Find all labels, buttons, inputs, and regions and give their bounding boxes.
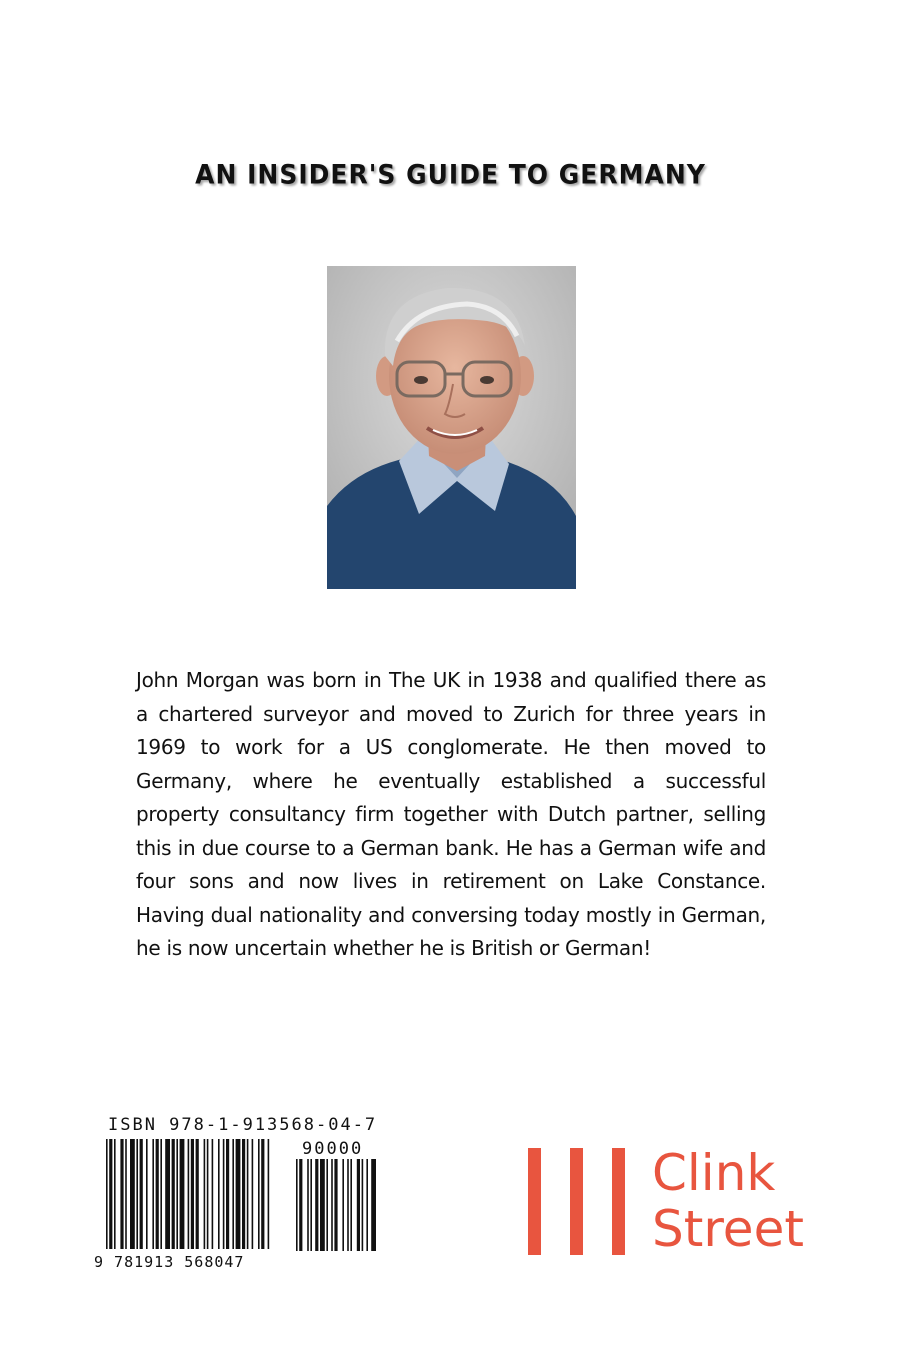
addon-bar <box>371 1159 376 1251</box>
barcode-bar <box>120 1139 123 1249</box>
barcode-bar <box>176 1139 178 1249</box>
barcode-bar <box>160 1139 162 1249</box>
barcode-bar <box>252 1139 254 1249</box>
barcode-bar <box>188 1139 190 1249</box>
barcode-bar <box>242 1139 245 1249</box>
addon-bar <box>334 1159 337 1251</box>
barcode-bar <box>140 1139 143 1249</box>
barcode-bar <box>156 1139 159 1249</box>
addon-bar <box>296 1159 298 1251</box>
addon-bar <box>362 1159 364 1251</box>
barcode-bar <box>236 1139 241 1249</box>
barcode-bar <box>180 1139 185 1249</box>
addon-bar <box>315 1159 318 1251</box>
barcode-bar <box>258 1139 260 1249</box>
author-photo <box>327 266 576 589</box>
logo-bar-2 <box>570 1148 583 1255</box>
author-portrait <box>327 266 576 589</box>
publisher-name-line2: Street <box>652 1200 804 1258</box>
barcode-bar <box>106 1139 108 1249</box>
barcode-bar <box>218 1139 220 1249</box>
barcode-bar <box>226 1139 229 1249</box>
author-bio: John Morgan was born in The UK in 1938 and qualified there as a chartered surveyor and moved to Zurich for three years in 1969 to work for a US conglomerate. He then moved to Germany, where he eventually established a successful property consultancy firm together with Dutch partner, selling this in due course to a German bank. He has a German wife and four sons and now lives in retirement on Lake Constance. Having dual nationality and conversing today mostly in German, he is now uncertain whether he is British or German! <box>136 668 766 960</box>
barcode-bar <box>165 1139 170 1249</box>
barcode-bar <box>212 1139 214 1249</box>
barcode-bar <box>146 1139 148 1249</box>
barcode-bar <box>191 1139 194 1249</box>
logo-bar-3 <box>612 1148 625 1255</box>
addon-bar <box>342 1159 344 1251</box>
addon-bar <box>350 1159 352 1251</box>
addon-bar <box>320 1159 325 1251</box>
barcode-bar <box>136 1139 138 1249</box>
barcode-bar <box>114 1139 116 1249</box>
logo-bar-1 <box>528 1148 541 1255</box>
barcode-bar <box>247 1139 249 1249</box>
book-title: AN INSIDER'S GUIDE TO GERMANY <box>195 159 706 190</box>
ean-digits: 9 781913 568047 <box>94 1253 245 1271</box>
addon-bar <box>366 1159 368 1251</box>
barcode-bar <box>223 1139 225 1249</box>
addon-bar <box>310 1159 312 1251</box>
barcode-bar <box>130 1139 135 1249</box>
barcode-bar <box>172 1139 175 1249</box>
barcode-bar <box>232 1139 234 1249</box>
addon-bar <box>326 1159 328 1251</box>
addon-bar <box>331 1159 333 1251</box>
addon-bar <box>347 1159 349 1251</box>
barcode-bar <box>204 1139 206 1249</box>
barcode-bar <box>196 1139 199 1249</box>
addon-bar <box>357 1159 360 1251</box>
addon-bar <box>307 1159 309 1251</box>
isbn-label: ISBN 978-1-913568-04-7 <box>108 1115 378 1135</box>
barcode-bar <box>268 1139 270 1249</box>
barcode-bar <box>109 1139 112 1249</box>
publisher-logo <box>528 1146 818 1258</box>
barcode-bar <box>261 1139 264 1249</box>
isbn-barcode <box>92 1115 382 1275</box>
publisher-name-line1: Clink <box>652 1144 776 1202</box>
barcode-bar <box>207 1139 209 1249</box>
barcode-bar <box>125 1139 127 1249</box>
addon-bar <box>299 1159 302 1251</box>
barcode-bar <box>152 1139 154 1249</box>
price-code: 90000 <box>302 1139 364 1159</box>
barcode-bars <box>92 1139 382 1253</box>
